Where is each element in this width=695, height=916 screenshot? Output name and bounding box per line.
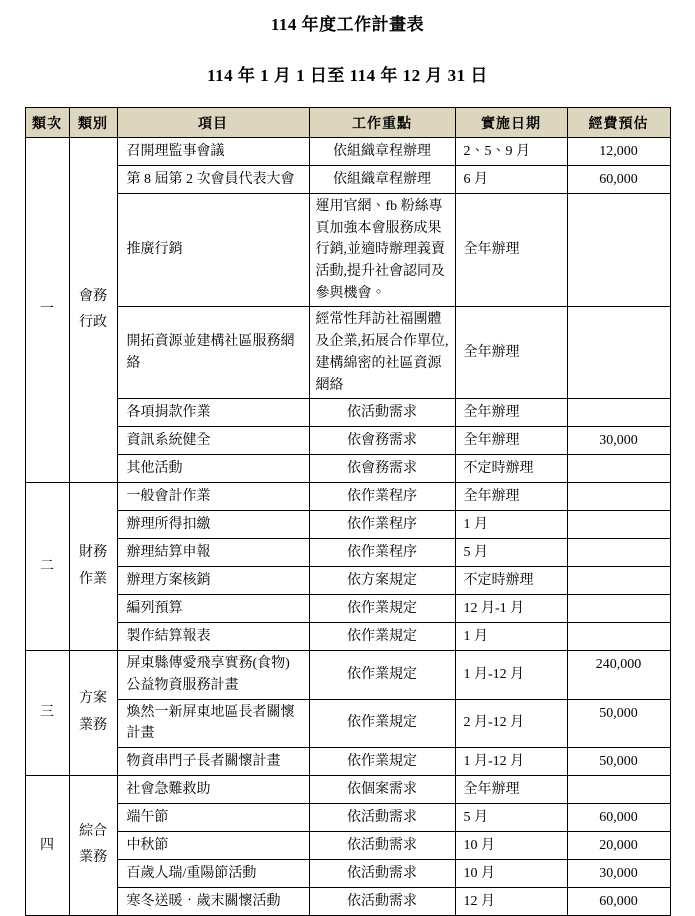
section-index-cell: 一 xyxy=(25,138,69,483)
budget-cell: 60,000 xyxy=(567,166,670,194)
item-cell: 召開理監事會議 xyxy=(117,138,309,166)
page-title: 114 年度工作計畫表 xyxy=(270,15,425,34)
table-row xyxy=(25,831,670,859)
focus-cell: 依活動需求 xyxy=(309,399,455,427)
item-cell: 編列預算 xyxy=(117,595,309,623)
table-row xyxy=(25,567,670,595)
table-body xyxy=(25,138,670,916)
date-cell: 5 月 xyxy=(455,539,567,567)
focus-cell: 依組織章程辦理 xyxy=(309,138,455,166)
focus-cell: 依活動需求 xyxy=(309,803,455,831)
focus-cell: 運用官網、fb 粉絲專頁加強本會服務成果行銷,並適時辦理義賣活動,提升社會認同及參與機會。 xyxy=(309,194,455,307)
date-cell: 1 月 xyxy=(455,623,567,651)
section-category-label: 會務行政 xyxy=(79,288,107,331)
date-cell: 12 月 xyxy=(455,887,567,915)
budget-cell xyxy=(567,775,670,803)
item-cell: 各項捐款作業 xyxy=(117,399,309,427)
item-cell: 物資串門子長者關懷計畫 xyxy=(117,747,309,775)
focus-cell: 依作業規定 xyxy=(309,651,455,699)
table-row xyxy=(25,511,670,539)
table-row xyxy=(25,651,670,699)
focus-cell: 依會務需求 xyxy=(309,455,455,483)
item-cell: 百歲人瑞/重陽節活動 xyxy=(117,859,309,887)
budget-cell xyxy=(567,455,670,483)
date-cell: 2 月-12 月 xyxy=(455,699,567,747)
date-cell: 5 月 xyxy=(455,803,567,831)
table-row xyxy=(25,307,670,399)
section-index-cell: 二 xyxy=(25,483,69,651)
item-cell: 推廣行銷 xyxy=(117,194,309,307)
col-header-category: 類別 xyxy=(69,108,117,138)
focus-cell: 依組織章程辦理 xyxy=(309,166,455,194)
item-cell: 一般會計作業 xyxy=(117,483,309,511)
table-row xyxy=(25,455,670,483)
table-row xyxy=(25,887,670,915)
table-row xyxy=(25,747,670,775)
focus-cell: 依作業規定 xyxy=(309,699,455,747)
item-cell: 開拓資源並建構社區服務網絡 xyxy=(117,307,309,399)
section-index-cell: 三 xyxy=(25,651,69,776)
budget-cell: 240,000 xyxy=(567,651,670,699)
section-category-cell xyxy=(69,775,117,915)
budget-cell: 12,000 xyxy=(567,138,670,166)
header-row xyxy=(25,108,670,138)
col-header-item: 項目 xyxy=(117,108,309,138)
table-row xyxy=(25,595,670,623)
item-cell: 第 8 屆第 2 次會員代表大會 xyxy=(117,166,309,194)
date-cell: 不定時辦理 xyxy=(455,455,567,483)
table-row xyxy=(25,623,670,651)
item-cell: 煥然一新屏東地區長者關懷計畫 xyxy=(117,699,309,747)
table-row xyxy=(25,775,670,803)
focus-cell: 依作業規定 xyxy=(309,623,455,651)
section-index-cell: 四 xyxy=(25,775,69,915)
budget-cell xyxy=(567,399,670,427)
budget-cell xyxy=(567,307,670,399)
focus-cell: 依作業規定 xyxy=(309,747,455,775)
table-header xyxy=(25,108,670,138)
focus-cell: 依個案需求 xyxy=(309,775,455,803)
focus-cell: 依作業規定 xyxy=(309,595,455,623)
budget-cell xyxy=(567,623,670,651)
budget-cell: 30,000 xyxy=(567,427,670,455)
date-cell: 全年辦理 xyxy=(455,483,567,511)
col-header-focus: 工作重點 xyxy=(309,108,455,138)
budget-cell: 30,000 xyxy=(567,859,670,887)
col-header-budget: 經費預估 xyxy=(567,108,670,138)
date-cell: 6 月 xyxy=(455,166,567,194)
focus-cell: 依方案規定 xyxy=(309,567,455,595)
section-category-label: 綜合業務 xyxy=(79,823,107,866)
focus-cell: 依活動需求 xyxy=(309,831,455,859)
budget-cell: 20,000 xyxy=(567,831,670,859)
table-row xyxy=(25,483,670,511)
date-cell: 1 月-12 月 xyxy=(455,651,567,699)
table-row xyxy=(25,803,670,831)
item-cell: 中秋節 xyxy=(117,831,309,859)
budget-cell: 50,000 xyxy=(567,747,670,775)
focus-cell: 依作業程序 xyxy=(309,539,455,567)
focus-cell: 經常性拜訪社福團體及企業,拓展合作單位,建構綿密的社區資源網絡 xyxy=(309,307,455,399)
focus-cell: 依作業程序 xyxy=(309,511,455,539)
work-plan-table xyxy=(25,107,671,916)
date-cell: 2、5、9 月 xyxy=(455,138,567,166)
focus-cell: 依活動需求 xyxy=(309,887,455,915)
focus-cell: 依活動需求 xyxy=(309,859,455,887)
date-cell: 全年辦理 xyxy=(455,194,567,307)
budget-cell xyxy=(567,539,670,567)
date-cell: 全年辦理 xyxy=(455,775,567,803)
budget-cell: 60,000 xyxy=(567,887,670,915)
item-cell: 社會急難救助 xyxy=(117,775,309,803)
table-row xyxy=(25,539,670,567)
item-cell: 資訊系統健全 xyxy=(117,427,309,455)
table-row xyxy=(25,138,670,166)
budget-cell: 60,000 xyxy=(567,803,670,831)
date-cell: 10 月 xyxy=(455,831,567,859)
date-cell: 1 月-12 月 xyxy=(455,747,567,775)
item-cell: 寒冬送暖‧歲末關懷活動 xyxy=(117,887,309,915)
section-category-cell xyxy=(69,138,117,483)
focus-cell: 依會務需求 xyxy=(309,427,455,455)
item-cell: 辦理所得扣繳 xyxy=(117,511,309,539)
budget-cell xyxy=(567,194,670,307)
focus-cell: 依作業程序 xyxy=(309,483,455,511)
table-row xyxy=(25,399,670,427)
item-cell: 屏東縣傳愛飛享實務(食物)公益物資服務計畫 xyxy=(117,651,309,699)
date-cell: 10 月 xyxy=(455,859,567,887)
date-cell: 12 月-1 月 xyxy=(455,595,567,623)
table-row xyxy=(25,166,670,194)
item-cell: 辦理方案核銷 xyxy=(117,567,309,595)
date-cell: 全年辦理 xyxy=(455,307,567,399)
date-cell: 全年辦理 xyxy=(455,427,567,455)
budget-cell xyxy=(567,567,670,595)
section-category-label: 財務作業 xyxy=(79,545,107,587)
col-header-category-index: 類次 xyxy=(25,108,69,138)
budget-cell xyxy=(567,511,670,539)
section-category-cell xyxy=(69,651,117,776)
table-row xyxy=(25,859,670,887)
budget-cell: 50,000 xyxy=(567,699,670,747)
item-cell: 端午節 xyxy=(117,803,309,831)
date-cell: 不定時辦理 xyxy=(455,567,567,595)
date-cell: 全年辦理 xyxy=(455,399,567,427)
page-subtitle: 114 年 1 月 1 日至 114 年 12 月 31 日 xyxy=(207,66,488,85)
date-cell: 1 月 xyxy=(455,511,567,539)
section-category-label: 方案業務 xyxy=(79,691,107,734)
item-cell: 製作結算報表 xyxy=(117,623,309,651)
budget-cell xyxy=(567,595,670,623)
col-header-date: 實施日期 xyxy=(455,108,567,138)
item-cell: 其他活動 xyxy=(117,455,309,483)
section-category-cell xyxy=(69,483,117,651)
table-row xyxy=(25,194,670,307)
item-cell: 辦理結算申報 xyxy=(117,539,309,567)
table-row xyxy=(25,699,670,747)
table-row xyxy=(25,427,670,455)
budget-cell xyxy=(567,483,670,511)
